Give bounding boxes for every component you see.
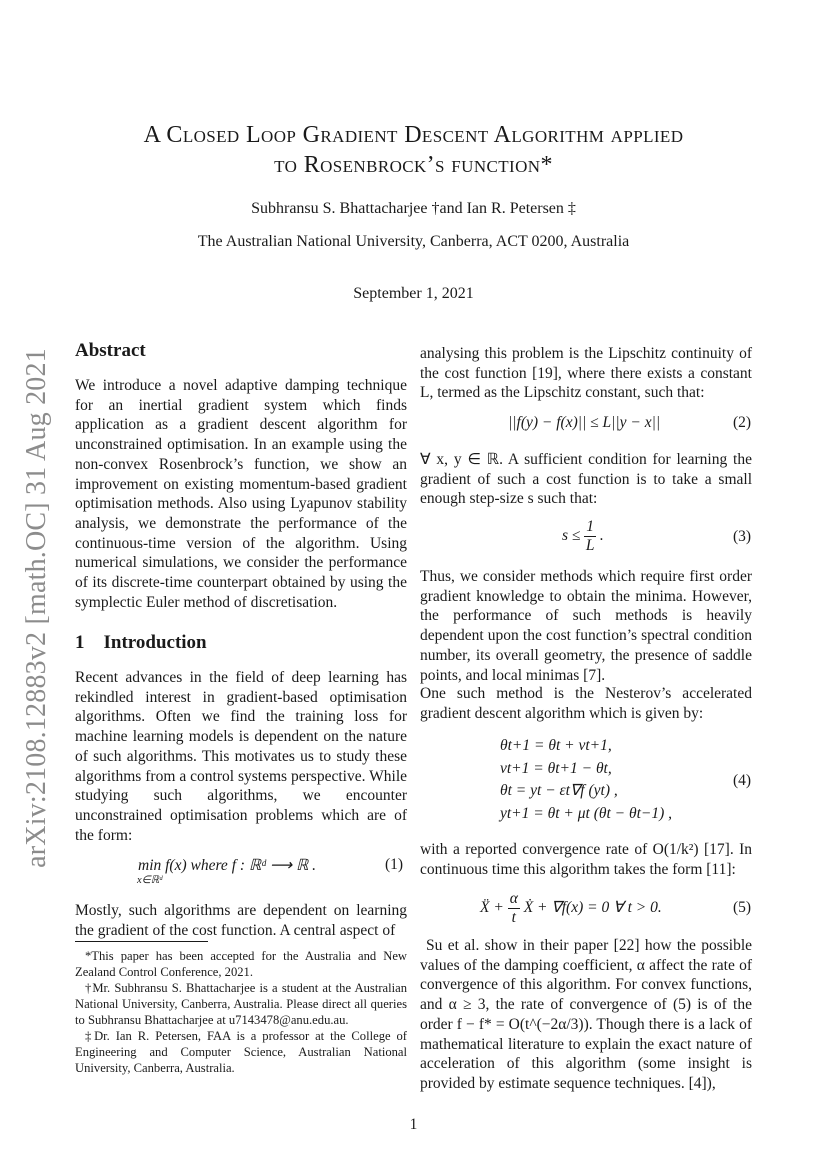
right-paragraph-4: One such method is the Nesterov’s accelerated gradient descent algorithm which is given by: (420, 685, 752, 722)
date: September 1, 2021 (353, 285, 474, 302)
equation-3-number: (3) (733, 528, 752, 545)
intro-paragraph-1: Recent advances in the field of deep learning has rekindled interest in gradient-based optimisation algorithms. Often we find the training loss for machine learning models is dependent on the nature of such algorithms. This motivates us to study these algorithms from a control systems perspective. While studying such algorithms, we encounter unconstrained optimisation problems which are of the form: (75, 669, 407, 844)
equation-2-number: (2) (733, 414, 752, 431)
equation-5-numerator: α (509, 890, 518, 907)
footnote-rule (75, 941, 208, 942)
right-paragraph-5: with a reported convergence rate of O(1/k²) [17]. In continuous time this algorithm takes the form [11]: (420, 841, 752, 878)
footnote-3: ‡Dr. Ian R. Petersen, FAA is a professor at the College of Engineering and Computer Science, Australian National University, Canberra, Australia. (75, 1029, 407, 1075)
title-line-2: to Rosenbrock’s function* (274, 152, 553, 178)
equation-4-number: (4) (733, 772, 752, 789)
paper-title (80, 120, 747, 180)
equation-3 (562, 518, 604, 555)
equation-5-post: Ẋ + ∇f(x) = 0 ∀ t > 0. (523, 899, 662, 917)
section-title: Introduction (103, 632, 207, 653)
authors: Subhransu S. Bhattacharjee †and Ian R. Petersen ‡ (251, 200, 576, 217)
affiliation: The Australian National University, Canberra, ACT 0200, Australia (197, 233, 630, 250)
page-number: 1 (409, 1116, 418, 1133)
abstract-heading: Abstract (75, 340, 146, 361)
footnote-1: *This paper has been accepted for the Australia and New Zealand Control Conference, 2021. (75, 949, 407, 979)
equation-3-fraction (584, 518, 596, 555)
footnote-2: †Mr. Subhransu S. Bhattacharjee is a student at the Australian National University, Canberra, Australia. Please direct all queries to Subhransu Bhattacharjee at u7143478@anu.edu.au. (75, 981, 407, 1027)
right-paragraph-1: analysing this problem is the Lipschitz continuity of the cost function [19], where there exists a constant L, termed as the Lipschitz constant, such that: (420, 345, 752, 402)
equation-4-line-2: vt+1 = θt+1 − θt, (500, 759, 612, 777)
equation-2: ||f(y) − f(x)|| ≤ L||y − x|| (508, 414, 661, 431)
equation-1-subscript: x∈ℝᵈ (137, 875, 163, 886)
arxiv-identifier: arXiv:2108.12883v2 [math.OC] 31 Aug 2021 (21, 348, 52, 868)
equation-5-fraction (508, 890, 520, 927)
equation-1 (138, 856, 316, 875)
equation-4 (500, 735, 672, 825)
equation-5-pre: Ẍ + (480, 899, 504, 917)
footnotes (75, 948, 407, 1076)
section-number: 1 (75, 632, 85, 653)
arxiv-sidebar (12, 338, 62, 878)
equation-5 (480, 890, 662, 927)
right-paragraph-3: Thus, we consider methods which require first order gradient knowledge to obtain the minima. However, the performance of such methods is heavily dependent upon the cost function’s spectral condition number, its overall geometry, the presence of saddle points, and local minimas [7]. (420, 568, 752, 684)
equation-3-numerator: 1 (586, 518, 595, 535)
abstract-body (75, 376, 407, 612)
section-heading-introduction (75, 632, 207, 654)
abstract-text: We introduce a novel adaptive damping technique for an inertial gradient system which finds application as a gradient descent algorithm for unconstrained optimisation. In an example using the non-convex Rosenbrock’s function, we show an improvement on existing momentum-based gradient optimisation methods. Also using Lyapunov stability analysis, we demonstrate the performance of the continuous-time version of the algorithm. Using numerical simulations, we consider the performance of its discrete-time counterpart obtained by using the symplectic Euler method of discretisation. (75, 377, 407, 611)
right-paragraph-2: ∀ x, y ∈ ℝ. A sufficient condition for learning the gradient of such a cost function is to take a small enough step-size s such that: (420, 451, 752, 508)
right-paragraph-6: Su et al. show in their paper [22] how the possible values of the damping coefficient, α affect the rate of convergence of this algorithm. For convex functions, and α ≥ 3, the rate of convergence of (5) is of the order f − f* = O(t^(−2α/3)). Though there is a lack of mathematical literature to explain the exact nature of acceleration of this algorithm (some insight is provided by estimate sequence techniques. [4]), (420, 937, 752, 1092)
equation-1-main: min f(x) where f : ℝᵈ ⟶ ℝ . (138, 857, 316, 874)
equation-3-tail: . (599, 527, 604, 545)
equation-5-denominator: t (511, 909, 516, 926)
equation-4-line-4: yt+1 = θt + μt (θt − θt−1) , (500, 804, 673, 822)
equation-3-lhs: s ≤ (562, 527, 581, 545)
equation-3-denominator: L (585, 537, 595, 554)
title-line-1: A Closed Loop Gradient Descent Algorithm applied (143, 122, 684, 148)
equation-4-line-1: θt+1 = θt + vt+1, (500, 737, 612, 754)
equation-1-number: (1) (385, 856, 404, 873)
equation-5-number: (5) (733, 899, 752, 916)
intro-paragraph-2: Mostly, such algorithms are dependent on learning the gradient of the cost function. A central aspect of (75, 902, 407, 939)
equation-4-line-3: θt = yt − εt∇f (yt) , (500, 782, 618, 799)
